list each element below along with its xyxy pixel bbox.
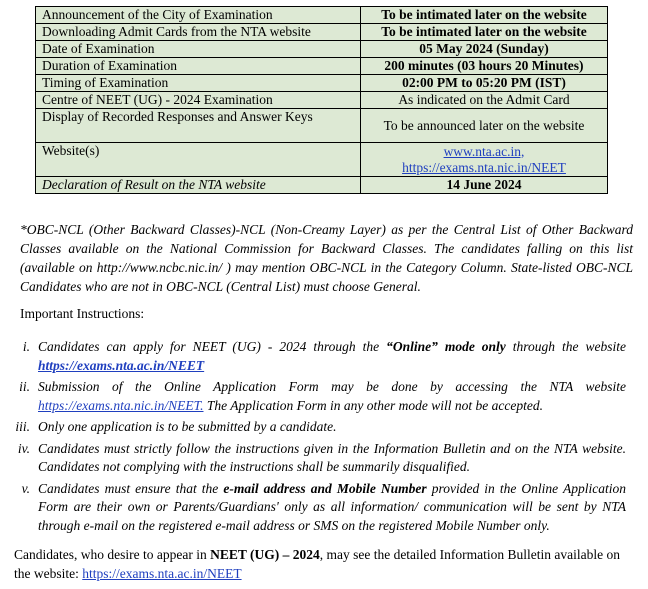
item-bold-text: “Online” mode only <box>386 339 506 354</box>
neet-website-link[interactable]: https://exams.nta.nic.in/NEET <box>402 159 566 175</box>
row-label: Timing of Examination <box>36 75 361 92</box>
instructions-list <box>6 338 626 538</box>
row-value: As indicated on the Admit Card <box>361 92 608 109</box>
row-value <box>361 143 608 177</box>
item-text: provided in the Online Application Form are their own or Parents/Guardians' only as all information/ communication will be sent by NTA through e-mail on the registered e-mail address or SMS on the registered Mobile Number only. <box>38 480 626 533</box>
item-text: Candidates must strictly follow the instructions given in the Information Bulletin and on the NTA website. Candidates not complying with the instructions shall be summarily disqualified. <box>38 440 626 474</box>
table-row <box>36 75 608 92</box>
item-number: iii. <box>15 419 30 434</box>
item-text: Candidates can apply for NEET (UG) - 2024 through the <box>38 339 387 354</box>
item-number: ii. <box>19 379 30 394</box>
table-row <box>36 92 608 109</box>
row-value: To be intimated later on the website <box>361 24 608 41</box>
row-label: Announcement of the City of Examination <box>36 7 361 24</box>
nta-website-link[interactable]: www.nta.ac.in, <box>443 143 525 159</box>
item-number: iv. <box>17 440 30 456</box>
neet-application-link[interactable]: https://exams.nta.ac.in/NEET <box>38 357 205 373</box>
list-item <box>6 480 626 536</box>
bulletin-text: , may see the detailed Information Bulletin available on the website: <box>14 547 620 581</box>
table-row <box>36 143 608 177</box>
table-row <box>36 109 608 143</box>
row-label: Date of Examination <box>36 41 361 58</box>
list-item <box>6 378 626 415</box>
bulletin-text: Candidates, who desire to appear in <box>14 547 211 562</box>
row-label: Duration of Examination <box>36 58 361 75</box>
important-instructions-heading: Important Instructions: <box>20 306 145 321</box>
item-text: Candidates must ensure that the <box>38 480 224 496</box>
row-value: 05 May 2024 (Sunday) <box>361 41 608 58</box>
row-label: Centre of NEET (UG) - 2024 Examination <box>36 92 361 109</box>
row-value: 14 June 2024 <box>361 177 608 194</box>
obc-ncl-note: *OBC-NCL (Other Backward Classes)-NCL (Non-Creamy Layer) as per the Central List of Other Backward Classes available on the National Commission for Backward Classes. The candidates falling on this list (available on http://www.ncbc.nic.in/ ) may mention OBC-NCL in the Category Column. State-listed OBC-NCL Candidates who are not in OBC-NCL (Central List) must choose General. <box>20 222 633 294</box>
list-item <box>6 338 626 375</box>
table-row <box>36 58 608 75</box>
nta-application-link[interactable]: https://exams.nta.nic.in/NEET. <box>38 397 204 413</box>
row-value: 02:00 PM to 05:20 PM (IST) <box>361 75 608 92</box>
bulletin-note <box>14 545 634 583</box>
row-value: To be intimated later on the website <box>361 7 608 24</box>
row-value: 200 minutes (03 hours 20 Minutes) <box>361 58 608 75</box>
item-bold-text: e-mail address and Mobile Number <box>223 480 427 496</box>
bulletin-bold-text: NEET (UG) – 2024 <box>210 547 320 562</box>
table-row <box>36 7 608 24</box>
item-number: i. <box>22 339 30 354</box>
row-label: Website(s) <box>36 143 361 177</box>
item-text: The Application Form in any other mode will not be accepted. <box>203 397 543 413</box>
item-number: v. <box>21 480 30 496</box>
item-text: through the website <box>505 339 627 354</box>
row-label: Downloading Admit Cards from the NTA website <box>36 24 361 41</box>
row-label: Declaration of Result on the NTA website <box>36 177 361 194</box>
row-label: Display of Recorded Responses and Answer Keys <box>36 109 361 143</box>
table-row <box>36 177 608 194</box>
exam-schedule-table <box>35 6 608 194</box>
item-text: Submission of the Online Application Form may be done by accessing the NTA website <box>38 379 626 394</box>
table-row <box>36 41 608 58</box>
list-item <box>6 418 626 437</box>
table-row <box>36 24 608 41</box>
row-value: To be announced later on the website <box>361 109 608 143</box>
item-text: Only one application is to be submitted by a candidate. <box>38 419 337 434</box>
list-item <box>6 440 626 477</box>
information-bulletin-link[interactable]: https://exams.nta.ac.in/NEET <box>82 566 242 581</box>
